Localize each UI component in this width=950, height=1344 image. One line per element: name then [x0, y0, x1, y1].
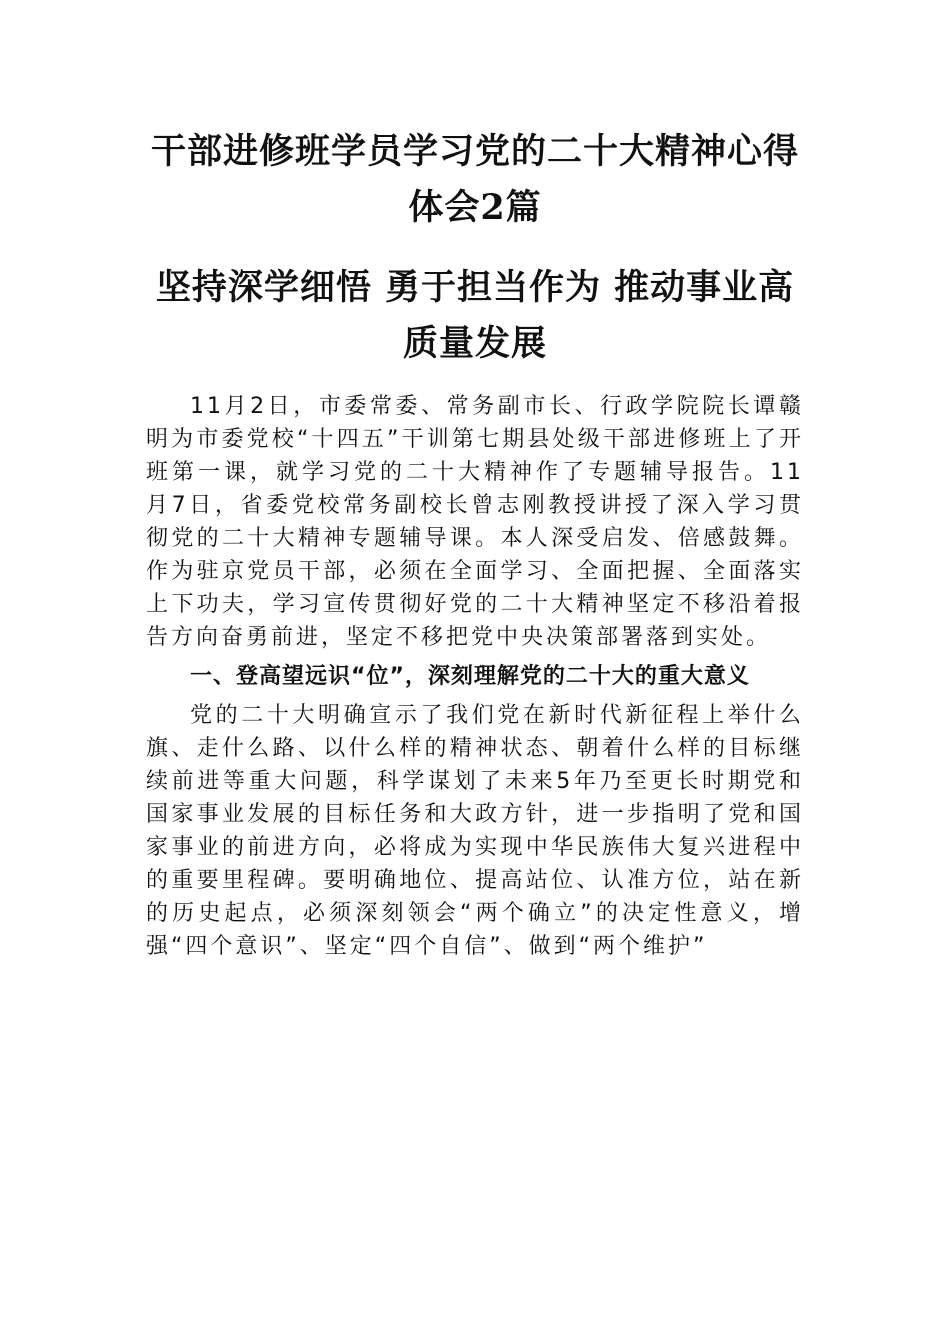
section-paragraph: 党的二十大明确宣示了我们党在新时代新征程上举什么旗、走什么路、以什么样的精神状态、朝着什么样的目标继续前进等重大问题，科学谋划了未来5年乃至更长时期党和国家事业发展的目标任务和大政方针，进一步指明了党和国家事业的前进方向，必将成为实现中华民族伟大复兴进程中的重要里程碑。要明确地位、提高站位、认准方位，站在新的历史起点，必须深刻领会“两个确立”的决定性意义，增强“四个意识”、坚定“四个自信”、做到“两个维护”: [146, 703, 804, 959]
intro-paragraph: 11月2日，市委常委、常务副市长、行政学院院长谭赣明为市委党校“十四五”干训第七期县处级干部进修班上了开班第一课，就学习党的二十大精神作了专题辅导报告。11月7日，省委党校常务副校长曾志刚教授讲授了深入学习贯彻党的二十大精神专题辅导课。本人深受启发、倍感鼓舞。作为驻京党员干部，必须在全面学习、全面把握、全面落实上下功夫，学习宣传贯彻好党的二十大精神坚定不移沿着报告方向奋勇前进，坚定不移把党中央决策部署落到实处。: [146, 394, 804, 650]
document-body: [146, 120, 804, 963]
section-heading: 一、登高望远识“位”，深刻理解党的二十大的重大意义: [190, 664, 750, 689]
document-subtitle: 坚持深学细悟 勇于担当作为 推动事业高质量发展: [155, 267, 795, 364]
document-title: 干部进修班学员学习党的二十大精神心得体会2篇: [150, 131, 799, 228]
